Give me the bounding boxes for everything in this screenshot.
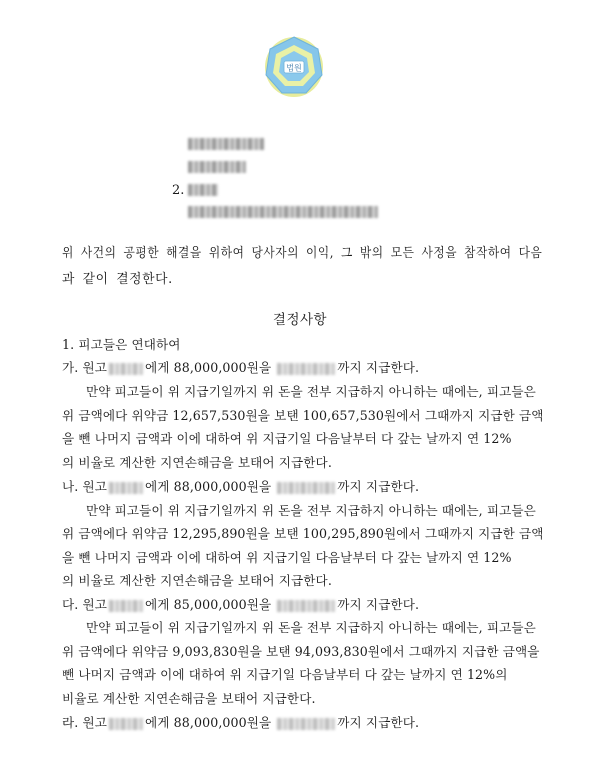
item-ga-marker: 가. 원고 [62, 360, 108, 375]
item-da-heading [62, 594, 419, 613]
redacted-date-na [277, 482, 335, 494]
intro-paragraph [62, 241, 542, 293]
item-ga-para-3: 을 뺀 나머지 금액과 이에 대하여 위 지급기일 다음날부터 다 갚는 날까지 연 12% [62, 431, 512, 446]
redacted-plaintiff-ra [109, 718, 143, 730]
redacted-plaintiff-da [109, 600, 143, 612]
section-title: 결정사항 [272, 312, 328, 328]
redacted-plaintiff-ga [109, 363, 143, 375]
item-da-para-3: 뺀 나머지 금액과 이에 대하여 위 지급기일 다음날부터 다 갚는 날까지 연 12%의 [62, 667, 508, 682]
item-ra-until: 까지 지급한다. [337, 715, 420, 730]
item-da-until: 까지 지급한다. [337, 597, 420, 612]
item-na-para-4: 의 비율로 계산한 지연손해금을 보태어 지급한다. [62, 573, 332, 588]
emblem-label: 법원 [286, 63, 302, 73]
redacted-party1-name [188, 138, 264, 150]
item-na-heading [62, 476, 419, 495]
court-emblem-icon [262, 33, 326, 99]
item-ga-heading [62, 357, 419, 376]
item-1-heading: 1. 피고들은 연대하여 [62, 337, 181, 352]
redacted-party1-detail [188, 161, 246, 173]
intro-line-1: 위 사건의 공평한 해결을 위하여 당사자의 이익, 그 밖의 모든 사정을 참작하여 다음 [62, 246, 543, 261]
item-na-para-1: 만약 피고들이 위 지급기일까지 위 돈을 전부 지급하지 아니하는 때에는, 피고들은 [86, 503, 536, 518]
item-ga-para-1: 만약 피고들이 위 지급기일까지 위 돈을 전부 지급하지 아니하는 때에는, 피고들은 [86, 384, 536, 399]
item-ga-para-4: 의 비율로 계산한 지연손해금을 보태어 지급한다. [62, 455, 332, 470]
item-da-para-1: 만약 피고들이 위 지급기일까지 위 돈을 전부 지급하지 아니하는 때에는, 피고들은 [86, 620, 536, 635]
item-na-until: 까지 지급한다. [337, 479, 420, 494]
item-na-para-2: 위 금액에다 위약금 12,295,890원을 보탠 100,295,890원에서 그때까지 지급한 금액 [62, 526, 544, 541]
redacted-date-ga [277, 363, 335, 375]
item-na-para-3: 을 뺀 나머지 금액과 이에 대하여 위 지급기일 다음날부터 다 갚는 날까지 연 12% [62, 550, 512, 565]
item-ra-heading [62, 712, 419, 731]
item-da-amount: 에게 85,000,000원을 [145, 597, 272, 612]
item-ra-marker: 라. 원고 [62, 715, 108, 730]
item-na-marker: 나. 원고 [62, 479, 108, 494]
item-da-para-4: 비율로 계산한 지연손해금을 보태어 지급한다. [62, 691, 316, 706]
item-da-para-2: 위 금액에다 위약금 9,093,830원을 보탠 94,093,830원에서 그때까지 지급한 금액을 [62, 644, 540, 659]
redacted-plaintiff-na [109, 482, 143, 494]
party2-number: 2. [172, 183, 185, 198]
redacted-party2-address [188, 206, 378, 218]
item-da-marker: 다. 원고 [62, 597, 108, 612]
item-ga-para-2: 위 금액에다 위약금 12,657,530원을 보탠 100,657,530원에서 그때까지 지급한 금액 [62, 408, 544, 423]
item-ga-until: 까지 지급한다. [337, 360, 420, 375]
intro-line-2: 과 같이 결정한다. [62, 272, 173, 287]
item-na-amount: 에게 88,000,000원을 [145, 479, 272, 494]
redacted-date-ra [277, 718, 335, 730]
redacted-date-da [277, 600, 335, 612]
item-ra-amount: 에게 88,000,000원을 [145, 715, 272, 730]
redacted-party2-name [188, 184, 218, 196]
item-ga-amount: 에게 88,000,000원을 [145, 360, 272, 375]
